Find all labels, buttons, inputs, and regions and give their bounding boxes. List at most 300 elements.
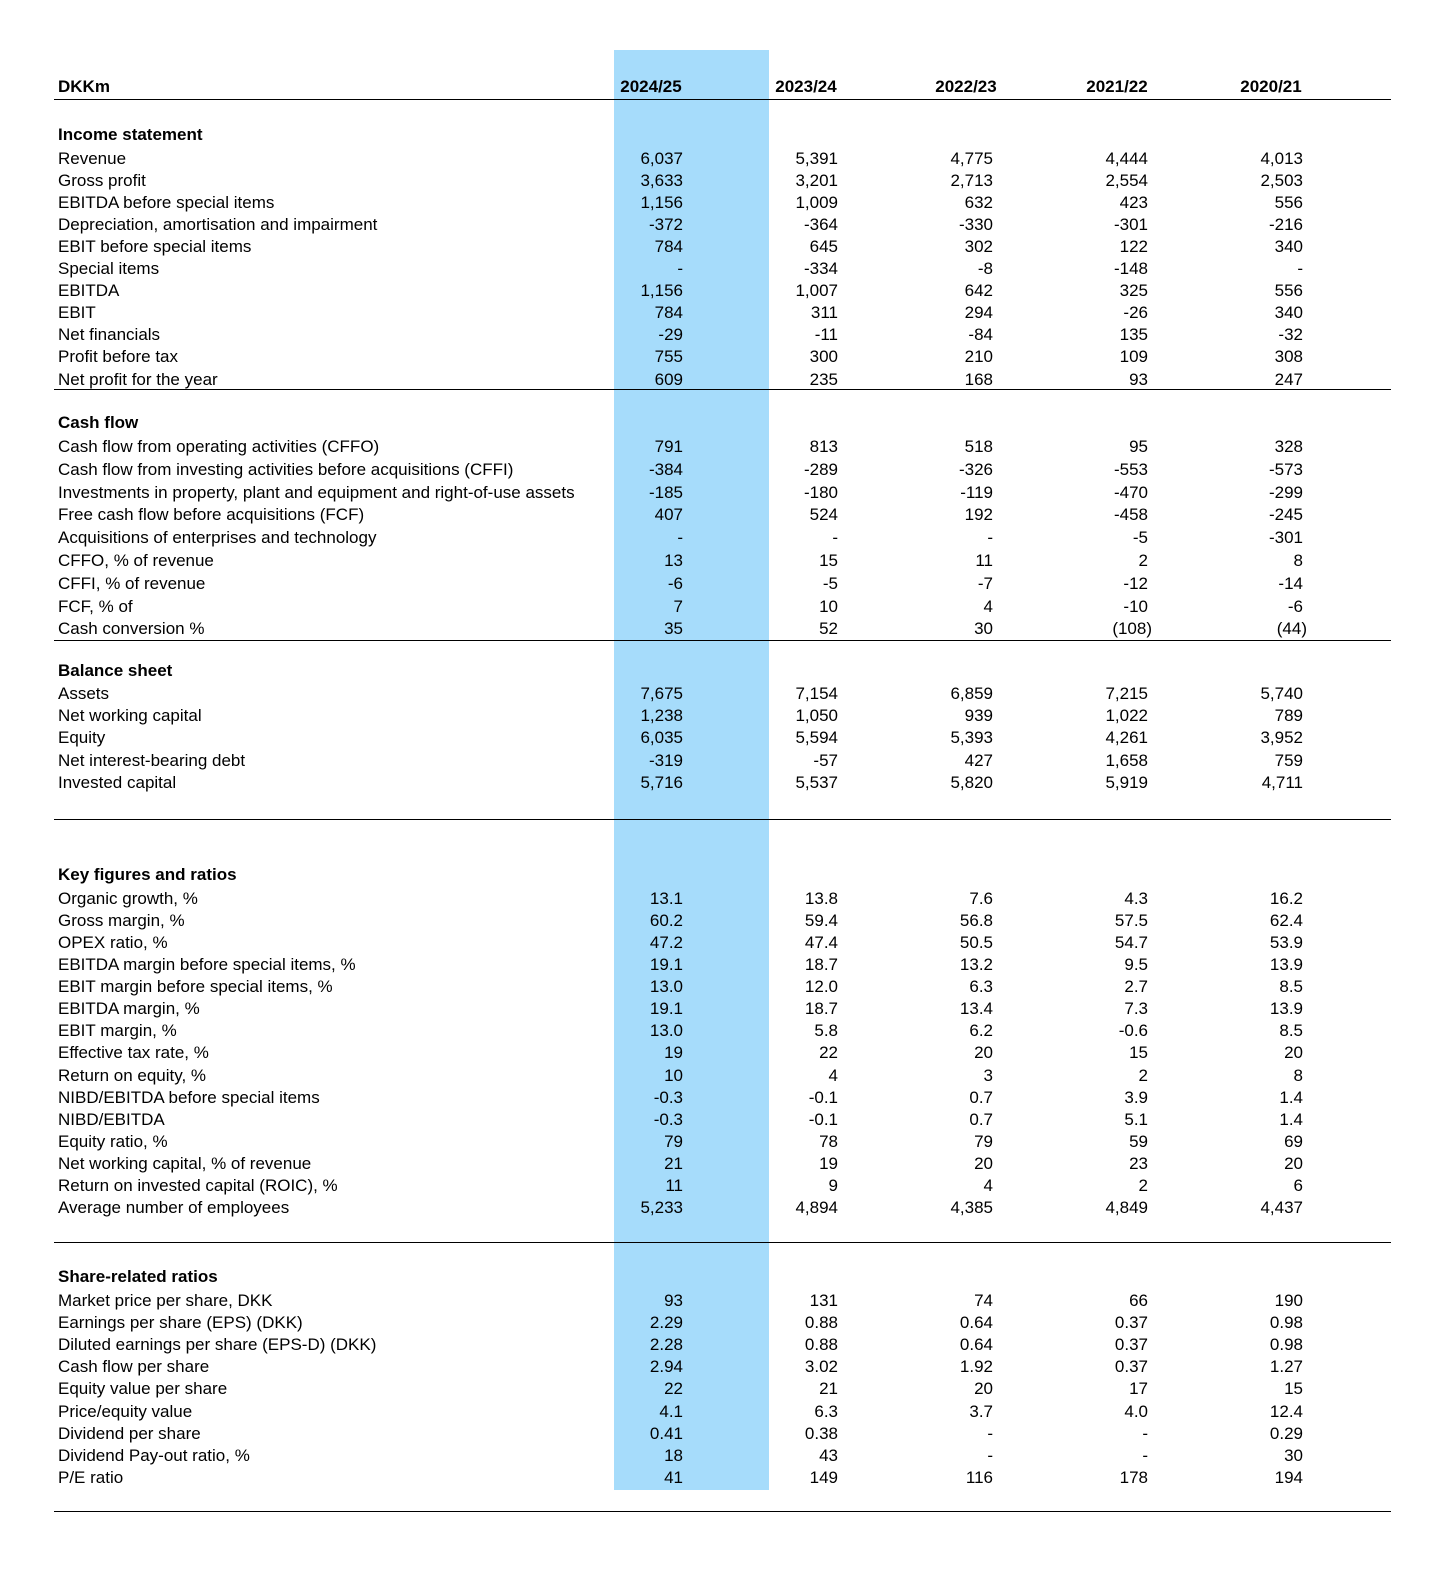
value-cell: 0.7 — [969, 1088, 993, 1107]
value-cell: 4,894 — [795, 1198, 838, 1217]
row-label: CFFI, % of revenue — [58, 574, 206, 593]
row-label: Market price per share, DKK — [58, 1291, 273, 1310]
row-label: Earnings per share (EPS) (DKK) — [58, 1313, 303, 1332]
value-cell: 0.37 — [1114, 1313, 1148, 1332]
row-label: Dividend Pay-out ratio, % — [58, 1446, 250, 1465]
year-header: 2022/23 — [935, 77, 997, 96]
row-label: EBIT — [58, 303, 96, 322]
table-row — [0, 482, 1454, 504]
value-cell: 8 — [1293, 551, 1303, 570]
value-cell: 0.37 — [1114, 1335, 1148, 1354]
row-label: Net working capital, % of revenue — [58, 1154, 312, 1173]
value-cell: 642 — [964, 281, 993, 300]
value-cell: 1.4 — [1279, 1088, 1303, 1107]
value-cell: 13.0 — [649, 1021, 683, 1040]
value-cell: 1,238 — [640, 706, 683, 725]
value-cell: 0.64 — [959, 1335, 993, 1354]
value-cell: 2,503 — [1260, 171, 1303, 190]
section-title-row — [0, 124, 1454, 146]
section-rule — [54, 1242, 1391, 1243]
row-label: Net working capital — [58, 706, 202, 725]
table-row — [0, 954, 1454, 976]
value-cell: 43 — [819, 1446, 838, 1465]
table-row — [0, 750, 1454, 772]
table-row — [0, 976, 1454, 998]
row-label: Equity ratio, % — [58, 1132, 168, 1151]
section-title-key-figures-and-ratios: Key figures and ratios — [58, 865, 237, 884]
value-cell: 311 — [810, 303, 838, 322]
row-label: EBITDA before special items — [58, 193, 275, 212]
table-row — [0, 573, 1454, 595]
value-cell: 6,035 — [640, 728, 683, 747]
value-cell: 5,594 — [795, 728, 838, 747]
value-cell: 53.9 — [1269, 933, 1303, 952]
value-cell: 9 — [828, 1176, 838, 1195]
value-cell: 131 — [809, 1291, 838, 1310]
value-cell: -148 — [1113, 259, 1148, 278]
value-cell: -0.3 — [653, 1110, 683, 1129]
value-cell: 59 — [1129, 1132, 1148, 1151]
table-row — [0, 436, 1454, 458]
value-cell: 149 — [809, 1468, 838, 1487]
row-label: Diluted earnings per share (EPS-D) (DKK) — [58, 1335, 377, 1354]
value-cell: 109 — [1119, 347, 1148, 366]
value-cell: 20 — [974, 1379, 993, 1398]
value-cell: 784 — [654, 237, 683, 256]
section-title-income-statement: Income statement — [58, 125, 203, 144]
table-row — [0, 1087, 1454, 1109]
value-cell: 79 — [664, 1132, 683, 1151]
value-cell: 11 — [975, 551, 993, 570]
value-cell: 30 — [1284, 1446, 1303, 1465]
value-cell: -470 — [1113, 483, 1148, 502]
section-title-share-related-ratios: Share-related ratios — [58, 1267, 218, 1286]
value-cell: -326 — [958, 460, 993, 479]
value-cell: 3.9 — [1124, 1088, 1148, 1107]
table-row — [0, 683, 1454, 705]
table-row — [0, 170, 1454, 192]
value-cell: 79 — [974, 1132, 993, 1151]
value-cell: 15 — [819, 551, 838, 570]
value-cell: -29 — [658, 325, 683, 344]
value-cell: 1.4 — [1279, 1110, 1303, 1129]
value-cell: 784 — [654, 303, 683, 322]
year-header: 2021/22 — [1086, 77, 1148, 96]
value-cell: (44) — [1276, 619, 1307, 638]
row-label: Acquisitions of enterprises and technology — [58, 528, 377, 547]
value-cell: 3.7 — [969, 1402, 993, 1421]
value-cell: - — [987, 1446, 993, 1465]
value-cell: 21 — [819, 1379, 838, 1398]
value-cell: -8 — [977, 259, 993, 278]
value-cell: 0.88 — [804, 1313, 838, 1332]
row-label: Cash flow from investing activities before acquisitions (CFFI) — [58, 460, 514, 479]
value-cell: 20 — [1284, 1154, 1303, 1173]
value-cell: 7 — [673, 597, 683, 616]
value-cell: -384 — [648, 460, 683, 479]
section-rule — [54, 819, 1391, 820]
value-cell: 0.29 — [1269, 1424, 1303, 1443]
value-cell: 192 — [964, 505, 993, 524]
value-cell: 47.4 — [804, 933, 838, 952]
value-cell: -334 — [803, 259, 838, 278]
value-cell: 340 — [1274, 303, 1303, 322]
value-cell: 15 — [1284, 1379, 1303, 1398]
value-cell: 0.7 — [969, 1110, 993, 1129]
value-cell: -301 — [1268, 528, 1303, 547]
value-cell: 556 — [1274, 193, 1303, 212]
value-cell: 6,037 — [640, 149, 683, 168]
value-cell: 7.6 — [969, 889, 993, 908]
value-cell: 423 — [1119, 193, 1148, 212]
value-cell: 60.2 — [649, 911, 683, 930]
value-cell: 1.92 — [959, 1357, 993, 1376]
row-label: CFFO, % of revenue — [58, 551, 214, 570]
value-cell: 1.27 — [1269, 1357, 1303, 1376]
table-row — [0, 1131, 1454, 1153]
value-cell: 18.7 — [804, 999, 838, 1018]
value-cell: -32 — [1278, 325, 1303, 344]
table-row — [0, 346, 1454, 368]
value-cell: 0.88 — [804, 1335, 838, 1354]
value-cell: - — [832, 528, 838, 547]
value-cell: 8.5 — [1279, 977, 1303, 996]
value-cell: 5,537 — [795, 773, 838, 792]
value-cell: -6 — [667, 574, 683, 593]
value-cell: 2.28 — [649, 1335, 683, 1354]
value-cell: 6.3 — [969, 977, 993, 996]
row-label: EBIT margin, % — [58, 1021, 177, 1040]
value-cell: 194 — [1274, 1468, 1303, 1487]
value-cell: -0.3 — [653, 1088, 683, 1107]
value-cell: 2.29 — [649, 1313, 683, 1332]
value-cell: 12.4 — [1269, 1402, 1303, 1421]
value-cell: 17 — [1129, 1379, 1148, 1398]
value-cell: 524 — [809, 505, 838, 524]
value-cell: -330 — [958, 215, 993, 234]
value-cell: 56.8 — [959, 911, 993, 930]
table-row — [0, 324, 1454, 346]
year-header: 2024/25 — [620, 77, 682, 96]
section-title-row — [0, 660, 1454, 682]
value-cell: 1,050 — [795, 706, 838, 725]
value-cell: 12.0 — [804, 977, 838, 996]
table-row — [0, 459, 1454, 481]
value-cell: 2 — [1138, 551, 1148, 570]
value-cell: -185 — [648, 483, 683, 502]
table-row — [0, 1445, 1454, 1467]
table-row — [0, 192, 1454, 214]
value-cell: (108) — [1112, 619, 1152, 638]
table-row — [0, 618, 1454, 640]
value-cell: 1,156 — [640, 281, 683, 300]
value-cell: 2 — [1138, 1176, 1148, 1195]
value-cell: 18 — [664, 1446, 683, 1465]
value-cell: 4,437 — [1260, 1198, 1303, 1217]
value-cell: 21 — [664, 1154, 683, 1173]
value-cell: 20 — [974, 1043, 993, 1062]
value-cell: 5.8 — [814, 1021, 838, 1040]
value-cell: 1,009 — [795, 193, 838, 212]
value-cell: - — [1142, 1424, 1148, 1443]
value-cell: 3,952 — [1260, 728, 1303, 747]
value-cell: 5,820 — [950, 773, 993, 792]
table-row — [0, 1378, 1454, 1400]
value-cell: 0.64 — [959, 1313, 993, 1332]
value-cell: 6.2 — [969, 1021, 993, 1040]
table-row — [0, 1356, 1454, 1378]
value-cell: 939 — [964, 706, 993, 725]
unit-label: DKKm — [58, 77, 110, 96]
row-label: Effective tax rate, % — [58, 1043, 209, 1062]
row-label: P/E ratio — [58, 1468, 124, 1487]
value-cell: 407 — [654, 505, 683, 524]
table-row — [0, 1065, 1454, 1087]
value-cell: 0.41 — [649, 1424, 683, 1443]
value-cell: 0.38 — [804, 1424, 838, 1443]
value-cell: 755 — [654, 347, 683, 366]
value-cell: 54.7 — [1114, 933, 1148, 952]
row-label: Cash flow per share — [58, 1357, 210, 1376]
row-label: Return on equity, % — [58, 1066, 207, 1085]
value-cell: 5.1 — [1124, 1110, 1148, 1129]
value-cell: 4,261 — [1105, 728, 1148, 747]
value-cell: 4 — [983, 1176, 993, 1195]
value-cell: -84 — [968, 325, 993, 344]
value-cell: 0.98 — [1269, 1335, 1303, 1354]
value-cell: 4.1 — [659, 1402, 683, 1421]
value-cell: 50.5 — [959, 933, 993, 952]
value-cell: 3,201 — [795, 171, 838, 190]
value-cell: 294 — [964, 303, 993, 322]
value-cell: 74 — [974, 1291, 993, 1310]
value-cell: -0.1 — [808, 1088, 838, 1107]
table-row — [0, 1334, 1454, 1356]
table-row — [0, 596, 1454, 618]
value-cell: 8 — [1293, 1066, 1303, 1085]
value-cell: 20 — [1284, 1043, 1303, 1062]
row-label: OPEX ratio, % — [58, 933, 168, 952]
value-cell: 4 — [983, 597, 993, 616]
section-title-cash-flow: Cash flow — [58, 413, 139, 432]
value-cell: 4.3 — [1124, 889, 1148, 908]
value-cell: 5,740 — [1260, 684, 1303, 703]
value-cell: - — [677, 259, 683, 278]
value-cell: -5 — [1132, 528, 1148, 547]
value-cell: 6 — [1293, 1176, 1303, 1195]
value-cell: 16.2 — [1269, 889, 1303, 908]
value-cell: 168 — [964, 370, 993, 389]
value-cell: 59.4 — [804, 911, 838, 930]
row-label: Cash conversion % — [58, 619, 205, 638]
value-cell: -119 — [960, 483, 993, 502]
value-cell: - — [987, 1424, 993, 1443]
value-cell: 5,393 — [950, 728, 993, 747]
value-cell: 518 — [964, 437, 993, 456]
value-cell: 57.5 — [1114, 911, 1148, 930]
value-cell: 4,385 — [950, 1198, 993, 1217]
table-row — [0, 1290, 1454, 1312]
value-cell: 2 — [1138, 1066, 1148, 1085]
value-cell: 22 — [664, 1379, 683, 1398]
table-row — [0, 1153, 1454, 1175]
value-cell: -289 — [803, 460, 838, 479]
value-cell: 13.1 — [649, 889, 683, 908]
value-cell: 122 — [1119, 237, 1148, 256]
value-cell: 1,156 — [640, 193, 683, 212]
value-cell: -26 — [1123, 303, 1148, 322]
row-label: Assets — [58, 684, 110, 703]
section-title-row — [0, 1266, 1454, 1288]
value-cell: 3,633 — [640, 171, 683, 190]
value-cell: 135 — [1119, 325, 1148, 344]
value-cell: 1,022 — [1105, 706, 1148, 725]
row-label: Average number of employees — [58, 1198, 290, 1217]
value-cell: 4,013 — [1260, 149, 1303, 168]
value-cell: 190 — [1274, 1291, 1303, 1310]
value-cell: -11 — [814, 325, 838, 344]
table-row — [0, 550, 1454, 572]
section-rule — [54, 640, 1391, 641]
value-cell: 0.98 — [1269, 1313, 1303, 1332]
value-cell: 95 — [1129, 437, 1148, 456]
value-cell: -553 — [1113, 460, 1148, 479]
section-title-row — [0, 864, 1454, 886]
value-cell: -6 — [1287, 597, 1303, 616]
value-cell: 19 — [819, 1154, 838, 1173]
table-row — [0, 1467, 1454, 1489]
value-cell: 7,675 — [640, 684, 683, 703]
value-cell: 2.7 — [1124, 977, 1148, 996]
value-cell: 632 — [964, 193, 993, 212]
value-cell: 328 — [1274, 437, 1303, 456]
value-cell: 4 — [828, 1066, 838, 1085]
value-cell: -0.1 — [808, 1110, 838, 1129]
value-cell: 791 — [654, 437, 683, 456]
value-cell: 340 — [1274, 237, 1303, 256]
value-cell: 4,775 — [950, 149, 993, 168]
header-row — [0, 76, 1454, 98]
value-cell: 13.9 — [1269, 999, 1303, 1018]
value-cell: 7.3 — [1124, 999, 1148, 1018]
value-cell: 6,859 — [950, 684, 993, 703]
row-label: Dividend per share — [58, 1424, 201, 1443]
value-cell: 2.94 — [649, 1357, 683, 1376]
row-label: EBITDA margin before special items, % — [58, 955, 356, 974]
value-cell: 9.5 — [1124, 955, 1148, 974]
value-cell: - — [987, 528, 993, 547]
section-title-balance-sheet: Balance sheet — [58, 661, 173, 680]
table-row — [0, 504, 1454, 526]
row-label: EBITDA — [58, 281, 120, 300]
row-label: EBITDA margin, % — [58, 999, 200, 1018]
value-cell: 93 — [664, 1291, 683, 1310]
value-cell: 813 — [809, 437, 838, 456]
row-label: NIBD/EBITDA — [58, 1110, 165, 1129]
table-row — [0, 258, 1454, 280]
row-label: Revenue — [58, 149, 127, 168]
row-label: Free cash flow before acquisitions (FCF) — [58, 505, 365, 524]
value-cell: 19 — [664, 1043, 683, 1062]
row-label: Cash flow from operating activities (CFFO) — [58, 437, 380, 456]
value-cell: -364 — [803, 215, 838, 234]
value-cell: 4,711 — [1261, 773, 1303, 792]
value-cell: -5 — [822, 574, 838, 593]
value-cell: 41 — [664, 1468, 683, 1487]
value-cell: 302 — [964, 237, 993, 256]
value-cell: -57 — [813, 751, 838, 770]
value-cell: -0.6 — [1118, 1021, 1148, 1040]
value-cell: 62.4 — [1269, 911, 1303, 930]
value-cell: -299 — [1268, 483, 1303, 502]
value-cell: 645 — [809, 237, 838, 256]
value-cell: 2,713 — [950, 171, 993, 190]
value-cell: 178 — [1119, 1468, 1148, 1487]
row-label: Investments in property, plant and equipment and right-of-use assets — [58, 483, 575, 502]
value-cell: -180 — [803, 483, 838, 502]
row-label: Special items — [58, 259, 160, 278]
value-cell: 8.5 — [1279, 1021, 1303, 1040]
value-cell: 13.9 — [1269, 955, 1303, 974]
table-row — [0, 214, 1454, 236]
value-cell: 759 — [1274, 751, 1303, 770]
value-cell: 116 — [965, 1468, 993, 1487]
table-row — [0, 369, 1454, 391]
value-cell: -10 — [1123, 597, 1148, 616]
value-cell: 325 — [1119, 281, 1148, 300]
value-cell: 300 — [809, 347, 838, 366]
value-cell: 556 — [1274, 281, 1303, 300]
value-cell: 11 — [665, 1176, 683, 1195]
table-row — [0, 705, 1454, 727]
row-label: EBIT before special items — [58, 237, 252, 256]
value-cell: 10 — [664, 1066, 683, 1085]
table-row — [0, 1020, 1454, 1042]
value-cell: 789 — [1274, 706, 1303, 725]
value-cell: 20 — [974, 1154, 993, 1173]
row-label: Gross profit — [58, 171, 146, 190]
value-cell: 4,444 — [1105, 149, 1148, 168]
value-cell: 30 — [974, 619, 993, 638]
value-cell: 3 — [983, 1066, 993, 1085]
value-cell: 609 — [654, 370, 683, 389]
row-label: NIBD/EBITDA before special items — [58, 1088, 320, 1107]
value-cell: 247 — [1274, 370, 1303, 389]
table-row — [0, 1197, 1454, 1219]
value-cell: 78 — [819, 1132, 838, 1151]
value-cell: 13.4 — [959, 999, 993, 1018]
row-label: Equity — [58, 728, 106, 747]
value-cell: 427 — [964, 751, 993, 770]
table-row — [0, 1175, 1454, 1197]
value-cell: -573 — [1268, 460, 1303, 479]
value-cell: 308 — [1274, 347, 1303, 366]
value-cell: 23 — [1129, 1154, 1148, 1173]
value-cell: 1,658 — [1105, 751, 1148, 770]
value-cell: 93 — [1129, 370, 1148, 389]
row-label: Net financials — [58, 325, 161, 344]
value-cell: -372 — [648, 215, 683, 234]
value-cell: 13 — [664, 551, 683, 570]
value-cell: 6.3 — [814, 1402, 838, 1421]
section-rule — [54, 1511, 1391, 1512]
value-cell: 47.2 — [649, 933, 683, 952]
value-cell: 1,007 — [795, 281, 838, 300]
table-row — [0, 302, 1454, 324]
value-cell: 35 — [664, 619, 683, 638]
value-cell: -7 — [977, 574, 993, 593]
value-cell: 10 — [819, 597, 838, 616]
